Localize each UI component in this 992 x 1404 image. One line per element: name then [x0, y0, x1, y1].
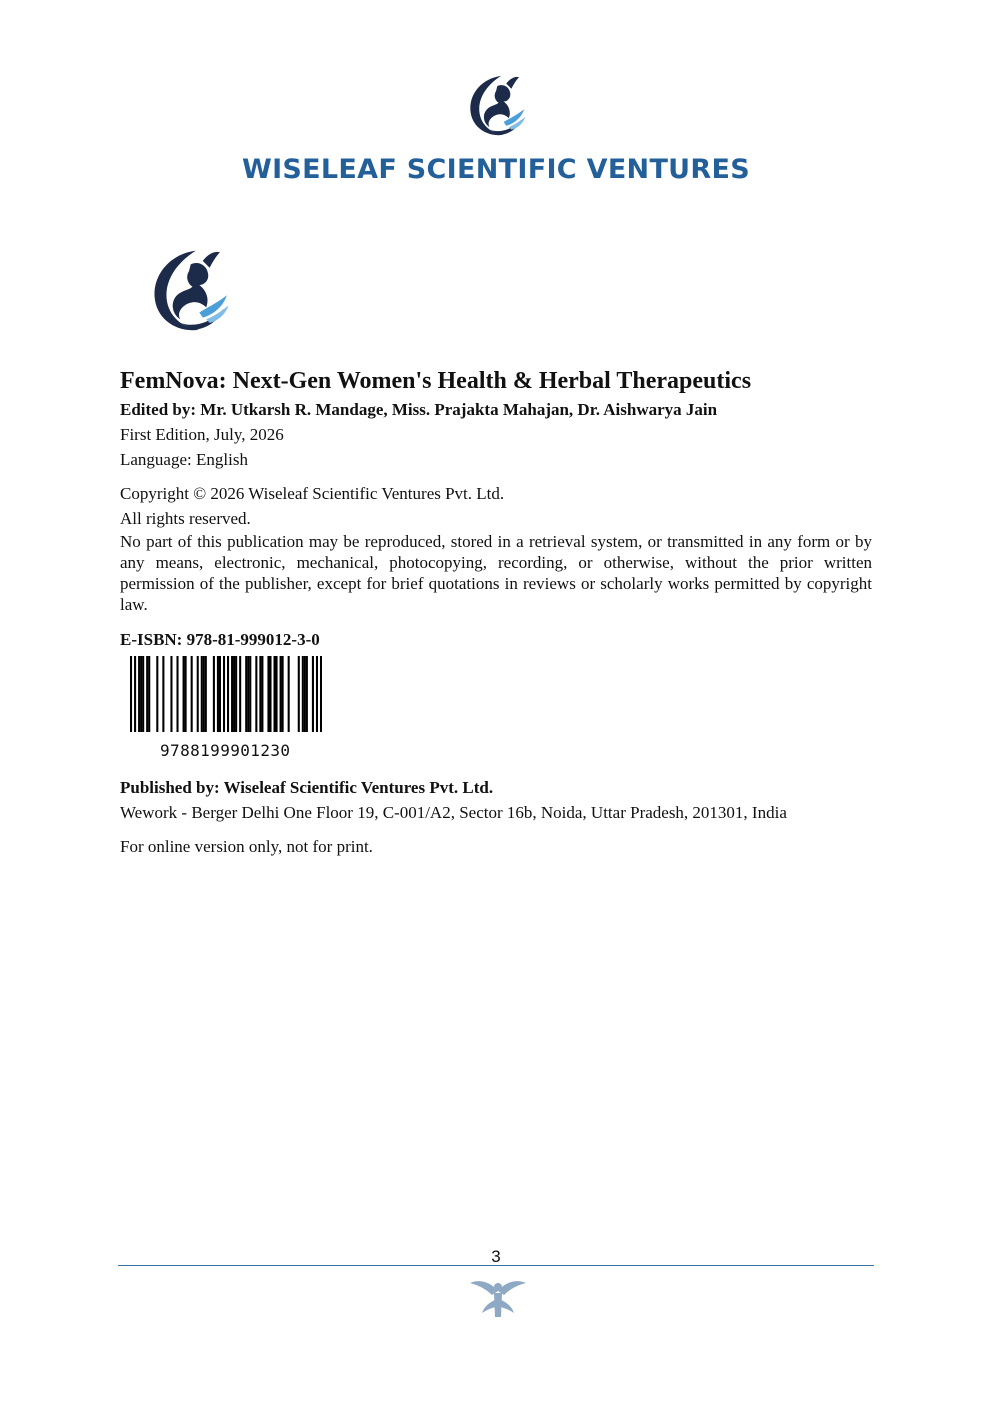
barcode-bar [259, 656, 261, 732]
barcode-bar [280, 656, 282, 732]
wiseleaf-logo-icon [464, 72, 528, 140]
barcode-bar [245, 656, 247, 732]
barcode-bar [316, 656, 318, 732]
barcode-bar [320, 656, 322, 732]
barcode-bar [146, 656, 148, 732]
barcode-bar [142, 656, 144, 732]
barcode-bar [267, 656, 269, 732]
barcode-bar [185, 656, 187, 732]
book-editors: Edited by: Mr. Utkarsh R. Mandage, Miss. Prajakta Mahajan, Dr. Aishwarya Jain [120, 400, 718, 419]
isbn-barcode [130, 656, 322, 732]
barcode-bar [140, 656, 142, 732]
published-by: Published by: Wiseleaf Scientific Ventures Pvt. Ltd. [120, 778, 494, 797]
barcode-bar [249, 656, 251, 732]
barcode-bar [183, 656, 185, 732]
copyright-statement: No part of this publication may be reproduced, stored in a retrieval system, or transmitted in any form or by any means, electronic, mechanical, photocopying, recording, or otherwise, without the prior written permission of the publisher, except for brief quotations in reviews or scholarly works permitted by copyright law. [120, 532, 872, 614]
imprint-content [120, 365, 872, 859]
barcode-bar [201, 656, 203, 732]
barcode-bar [273, 656, 275, 732]
barcode-bar [312, 656, 314, 732]
barcode-bar [227, 656, 229, 732]
barcode-bar [217, 656, 219, 732]
barcode-bar [235, 656, 237, 732]
barcode-bar [261, 656, 263, 732]
online-version-note: For online version only, not for print. [120, 837, 373, 856]
barcode-bar [148, 656, 150, 732]
rights-reserved: All rights reserved. [120, 509, 251, 528]
barcode-bar [219, 656, 221, 732]
footer-rule [118, 1265, 874, 1266]
barcode-bar [239, 656, 241, 732]
barcode-bar [205, 656, 207, 732]
leaf-ornament-icon [470, 1277, 526, 1321]
page-number: 3 [491, 1247, 501, 1266]
barcode-bar [223, 656, 225, 732]
copyright-notice: Copyright © 2026 Wiseleaf Scientific Ventures Pvt. Ltd. [120, 484, 505, 503]
barcode-bar [203, 656, 205, 732]
publisher-address: Wework - Berger Delhi One Floor 19, C-001/A2, Sector 16b, Noida, Uttar Pradesh, 201301, India [120, 803, 787, 822]
barcode-bar [162, 656, 164, 732]
barcode-bar [304, 656, 306, 732]
barcode-bar [302, 656, 304, 732]
publisher-name: WISELEAF SCIENTIFIC VENTURES [242, 154, 750, 185]
barcode-bar [134, 656, 136, 732]
barcode-bar [288, 656, 290, 732]
barcode-bar [156, 656, 158, 732]
barcode-bar [138, 656, 140, 732]
barcode-bar [282, 656, 284, 732]
barcode-bar [176, 656, 178, 732]
barcode-bar [213, 656, 215, 732]
barcode-bar [269, 656, 271, 732]
isbn-label: E-ISBN: 978-81-999012-3-0 [120, 630, 320, 649]
barcode-bar [247, 656, 249, 732]
book-title: FemNova: Next-Gen Women's Health & Herbal Therapeutics [120, 368, 752, 394]
barcode-bar [170, 656, 172, 732]
barcode-bar [130, 656, 132, 732]
book-language: Language: English [120, 450, 248, 469]
barcode-bar [191, 656, 193, 732]
barcode-bar [233, 656, 235, 732]
barcode-number: 9788199901230 [160, 741, 291, 760]
barcode-bar [197, 656, 199, 732]
barcode-bar [276, 656, 278, 732]
barcode-bar [231, 656, 233, 732]
book-edition: First Edition, July, 2026 [120, 425, 284, 444]
barcode-bar [255, 656, 257, 732]
barcode-bar [306, 656, 308, 732]
wiseleaf-logo-icon [146, 245, 232, 337]
barcode-bar [298, 656, 300, 732]
